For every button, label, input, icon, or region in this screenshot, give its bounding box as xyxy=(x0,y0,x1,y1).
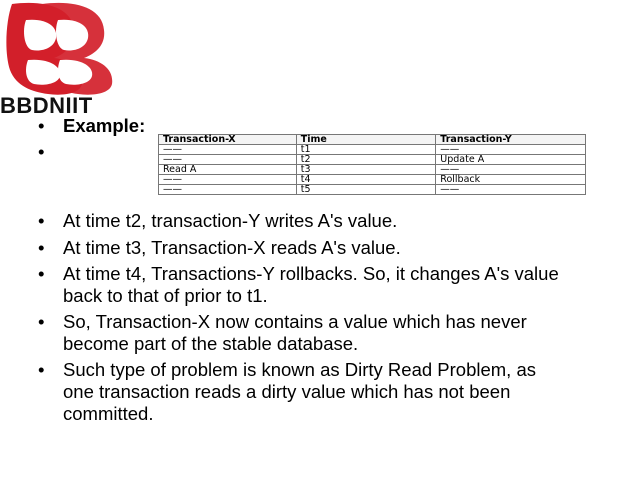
bullet-text: At time t4, Transactions-Y rollbacks. So, it changes A's value xyxy=(63,263,559,284)
cell: —— xyxy=(436,185,586,195)
bullet-dot-icon: • xyxy=(38,210,45,231)
bullet-text: At time t2, transaction-Y writes A's value. xyxy=(63,210,398,231)
table-row xyxy=(159,175,586,185)
bullet-dot-icon: • xyxy=(38,311,45,332)
table-row xyxy=(159,185,586,195)
table-header-row xyxy=(159,135,586,145)
cell: —— xyxy=(159,155,297,165)
header-transaction-x: Transaction-X xyxy=(159,135,297,145)
cell: t5 xyxy=(296,185,436,195)
cell: —— xyxy=(436,145,586,155)
cell: —— xyxy=(159,185,297,195)
bullet-text: Such type of problem is known as Dirty Read Problem, as xyxy=(63,359,536,380)
bullet-text: back to that of prior to t1. xyxy=(63,285,268,306)
dirty-read-table xyxy=(158,134,586,195)
bbdniit-logo-icon xyxy=(2,0,114,95)
bullet-dot-icon: • xyxy=(38,359,45,380)
cell: t1 xyxy=(296,145,436,155)
cell: —— xyxy=(159,145,297,155)
bullet-text: one transaction reads a dirty value which has not been xyxy=(63,381,511,402)
bullet-dot-icon: • xyxy=(38,141,45,162)
table-row xyxy=(159,155,586,165)
cell: —— xyxy=(159,175,297,185)
bullet-text: At time t3, Transaction-X reads A's value. xyxy=(63,237,401,258)
example-label: Example: xyxy=(63,115,146,136)
header-time: Time xyxy=(296,135,436,145)
bullet-text: become part of the stable database. xyxy=(63,333,359,354)
bullet-text: committed. xyxy=(63,403,154,424)
table-row xyxy=(159,145,586,155)
cell: Rollback xyxy=(436,175,586,185)
bullet-dot-icon: • xyxy=(38,237,45,258)
bullet-text: So, Transaction-X now contains a value which has never xyxy=(63,311,527,332)
cell: t3 xyxy=(296,165,436,175)
bullet-dot-icon: • xyxy=(38,263,45,284)
cell: Read A xyxy=(159,165,297,175)
table-row xyxy=(159,165,586,175)
bullet-dot-icon: • xyxy=(38,115,45,136)
header-transaction-y: Transaction-Y xyxy=(436,135,586,145)
cell: Update A xyxy=(436,155,586,165)
cell: t2 xyxy=(296,155,436,165)
brand-name: BBDNIIT xyxy=(0,93,93,118)
cell: —— xyxy=(436,165,586,175)
cell: t4 xyxy=(296,175,436,185)
